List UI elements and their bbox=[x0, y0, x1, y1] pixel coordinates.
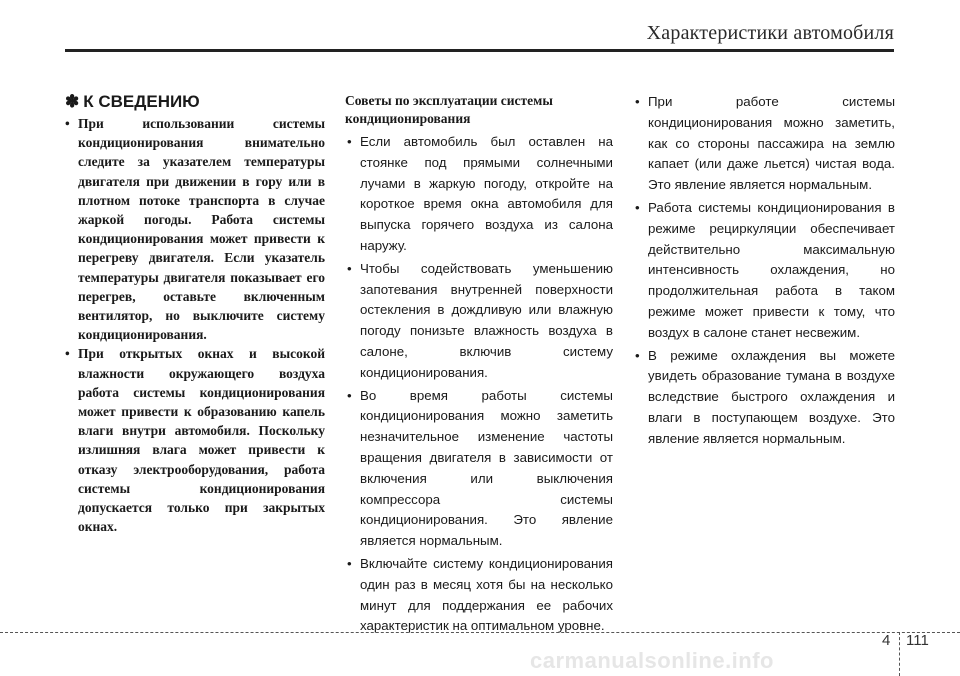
notice-item: • При использовании системы кондиционирования внимательно следите за указателем температуры двигателя при движении в гору или в плотном потоке транспорта в случае жаркой погоды. Работа системы кондиционирования может привести к перегреву двигателя. Если указатель температуры двигателя показывает его перегрев, оставьте включенным вентилятор, но выключите систему кондиционирования. bbox=[65, 114, 325, 344]
tips-item: • Если автомобиль был оставлен на стоянке под прямыми солнечными лучами в жаркую погоду, откройте на короткое время окна автомобиля для выпуска горячего воздуха из салона наружу. bbox=[345, 132, 613, 257]
tips-item: • Включайте систему кондиционирования один раз в месяц хотя бы на несколько минут для поддержания ее рабочих характеристик на оптимальном уровне. bbox=[345, 554, 613, 637]
tips-heading: Советы по эксплуатации системы кондиционирования bbox=[345, 93, 553, 126]
tips-column bbox=[345, 92, 613, 639]
tips-continued-column bbox=[633, 92, 895, 452]
notice-title: К СВЕДЕНИЮ bbox=[83, 92, 200, 111]
tips-item: • В режиме охлаждения вы можете увидеть образование тумана в воздухе вследствие быстрого охлаждения и влаги в поступающем воздухе. Это явление является нормальным. bbox=[633, 346, 895, 450]
tips-item: • Во время работы системы кондиционирования можно заметить незначительное изменение частоты вращения двигателя в зависимости от включения или выключения компрессора системы кондиционирования. Это явление является нормальным. bbox=[345, 386, 613, 552]
footer-vertical-divider bbox=[899, 632, 900, 676]
tips-item: • Чтобы содействовать уменьшению запотевания внутренней поверхности остекления в дождливую или влажную погоду понизьте влажность воздуха в салоне, включив систему кондиционирования. bbox=[345, 259, 613, 384]
header-divider bbox=[65, 49, 894, 52]
page-section-title: Характеристики автомобиля bbox=[646, 22, 894, 44]
tips-continued-list bbox=[633, 92, 895, 450]
footer-divider bbox=[0, 632, 960, 633]
notice-star-icon: ✽ bbox=[65, 92, 80, 111]
page-number: 111 bbox=[906, 632, 929, 649]
notice-column bbox=[65, 92, 325, 536]
chapter-number: 4 bbox=[882, 632, 891, 649]
notice-item: • При открытых окнах и высокой влажности окружающего воздуха работа системы кондиционирования может привести к образованию капель влаги внутри автомобиля. Поскольку излишняя влага может привести к отказу электрооборудования, работа системы кондиционирования допускается только при закрытых окнах. bbox=[65, 344, 325, 536]
tips-item: • При работе системы кондиционирования можно заметить, как со стороны пассажира на землю капает (или даже льется) чистая вода. Это явление является нормальным. bbox=[633, 92, 895, 196]
notice-heading bbox=[65, 92, 325, 112]
tips-item: • Работа системы кондиционирования в режиме рециркуляции обеспечивает действительно максимальную интенсивность охлаждения, но продолжительная работа в таком режиме может привести к тому, что воздух в салоне станет несвежим. bbox=[633, 198, 895, 344]
tips-list bbox=[345, 132, 613, 637]
watermark: carmanualsonline.info bbox=[530, 648, 774, 673]
notice-list bbox=[65, 114, 325, 536]
